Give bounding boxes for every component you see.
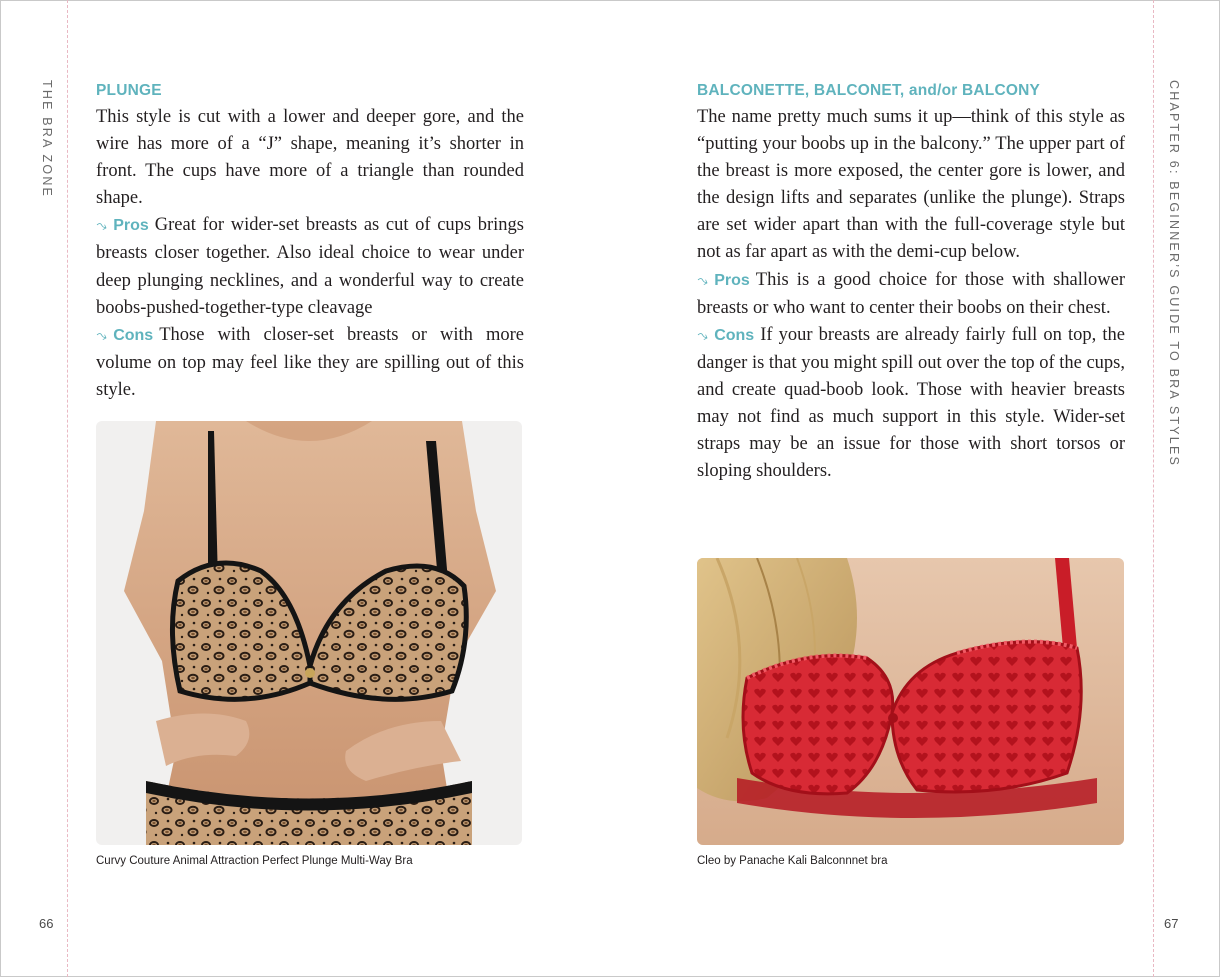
right-decorative-border: [1153, 0, 1154, 977]
left-decorative-border: [67, 0, 68, 977]
squiggle-arrow-icon: ⤳: [694, 326, 711, 346]
squiggle-arrow-icon: ⤳: [694, 271, 711, 291]
section-heading-balconette: BALCONETTE, BALCONET, and/or BALCONY: [697, 82, 1041, 99]
plunge-intro: This style is cut with a lower and deeper gore, and the wire has more of a “J” shape, meaning it’s shorter in front. The cups have more of a triangle than rounded shape.: [96, 107, 524, 209]
left-column: [93, 80, 524, 404]
pros-text: This is a good choice for those with shallower breasts or who want to center their boobs on their chest.: [697, 269, 1125, 318]
right-column: [694, 80, 1126, 485]
pros-label: Pros: [113, 217, 149, 235]
plunge-cons: [93, 322, 524, 404]
balconette-intro: The name pretty much sums it up—think of this style as “putting your boobs up in the balcony.” The upper part of the breast is more exposed, the center gore is lower, and the design lifts and separates (unlike the plunge). Straps are set wider apart than with the full-coverage style but not as far apart as with the demi-cup below.: [697, 107, 1125, 263]
plunge-photo-caption: Curvy Couture Animal Attraction Perfect Plunge Multi-Way Bra: [96, 855, 413, 867]
left-page-number: 66: [39, 916, 54, 931]
balconette-photo-caption: Cleo by Panache Kali Balconnnet bra: [697, 855, 888, 867]
cons-label: Cons: [714, 326, 755, 344]
pros-text: Great for wider-set breasts as cut of cups brings breasts closer together. Also ideal choice to wear under deep plunging necklines, and a wonderful way to create boobs-pushed-together-type cleavage: [96, 215, 524, 318]
balconette-cons: [694, 322, 1126, 486]
squiggle-arrow-icon: ⤳: [93, 216, 110, 236]
cons-label: Cons: [113, 326, 154, 344]
pros-label: Pros: [714, 271, 750, 289]
right-running-head: CHAPTER 6: BEGINNER’S GUIDE TO BRA STYLES: [1167, 80, 1181, 468]
cons-text: Those with closer-set breasts or with more volume on top may feel like they are spilling out of this style.: [96, 324, 524, 400]
squiggle-arrow-icon: ⤳: [93, 326, 110, 346]
left-running-head: THE BRA ZONE: [40, 80, 54, 199]
cons-text: If your breasts are already fairly full on top, the danger is that you might spill out over the top of the cups, and create quad-boob look. Those with heavier breasts may not find as much support in this style. Wider-set straps may be an issue for those with short torsos or sloping shoulders.: [697, 324, 1126, 482]
balconette-bra-photo: [697, 558, 1124, 845]
leopard-bra-image: [96, 421, 522, 845]
plunge-bra-photo: [96, 421, 522, 845]
balconette-pros: [694, 267, 1125, 322]
right-page-number: 67: [1164, 916, 1179, 931]
red-bra-image: [697, 558, 1124, 845]
plunge-pros: [93, 212, 524, 321]
section-heading-plunge: PLUNGE: [96, 82, 162, 99]
